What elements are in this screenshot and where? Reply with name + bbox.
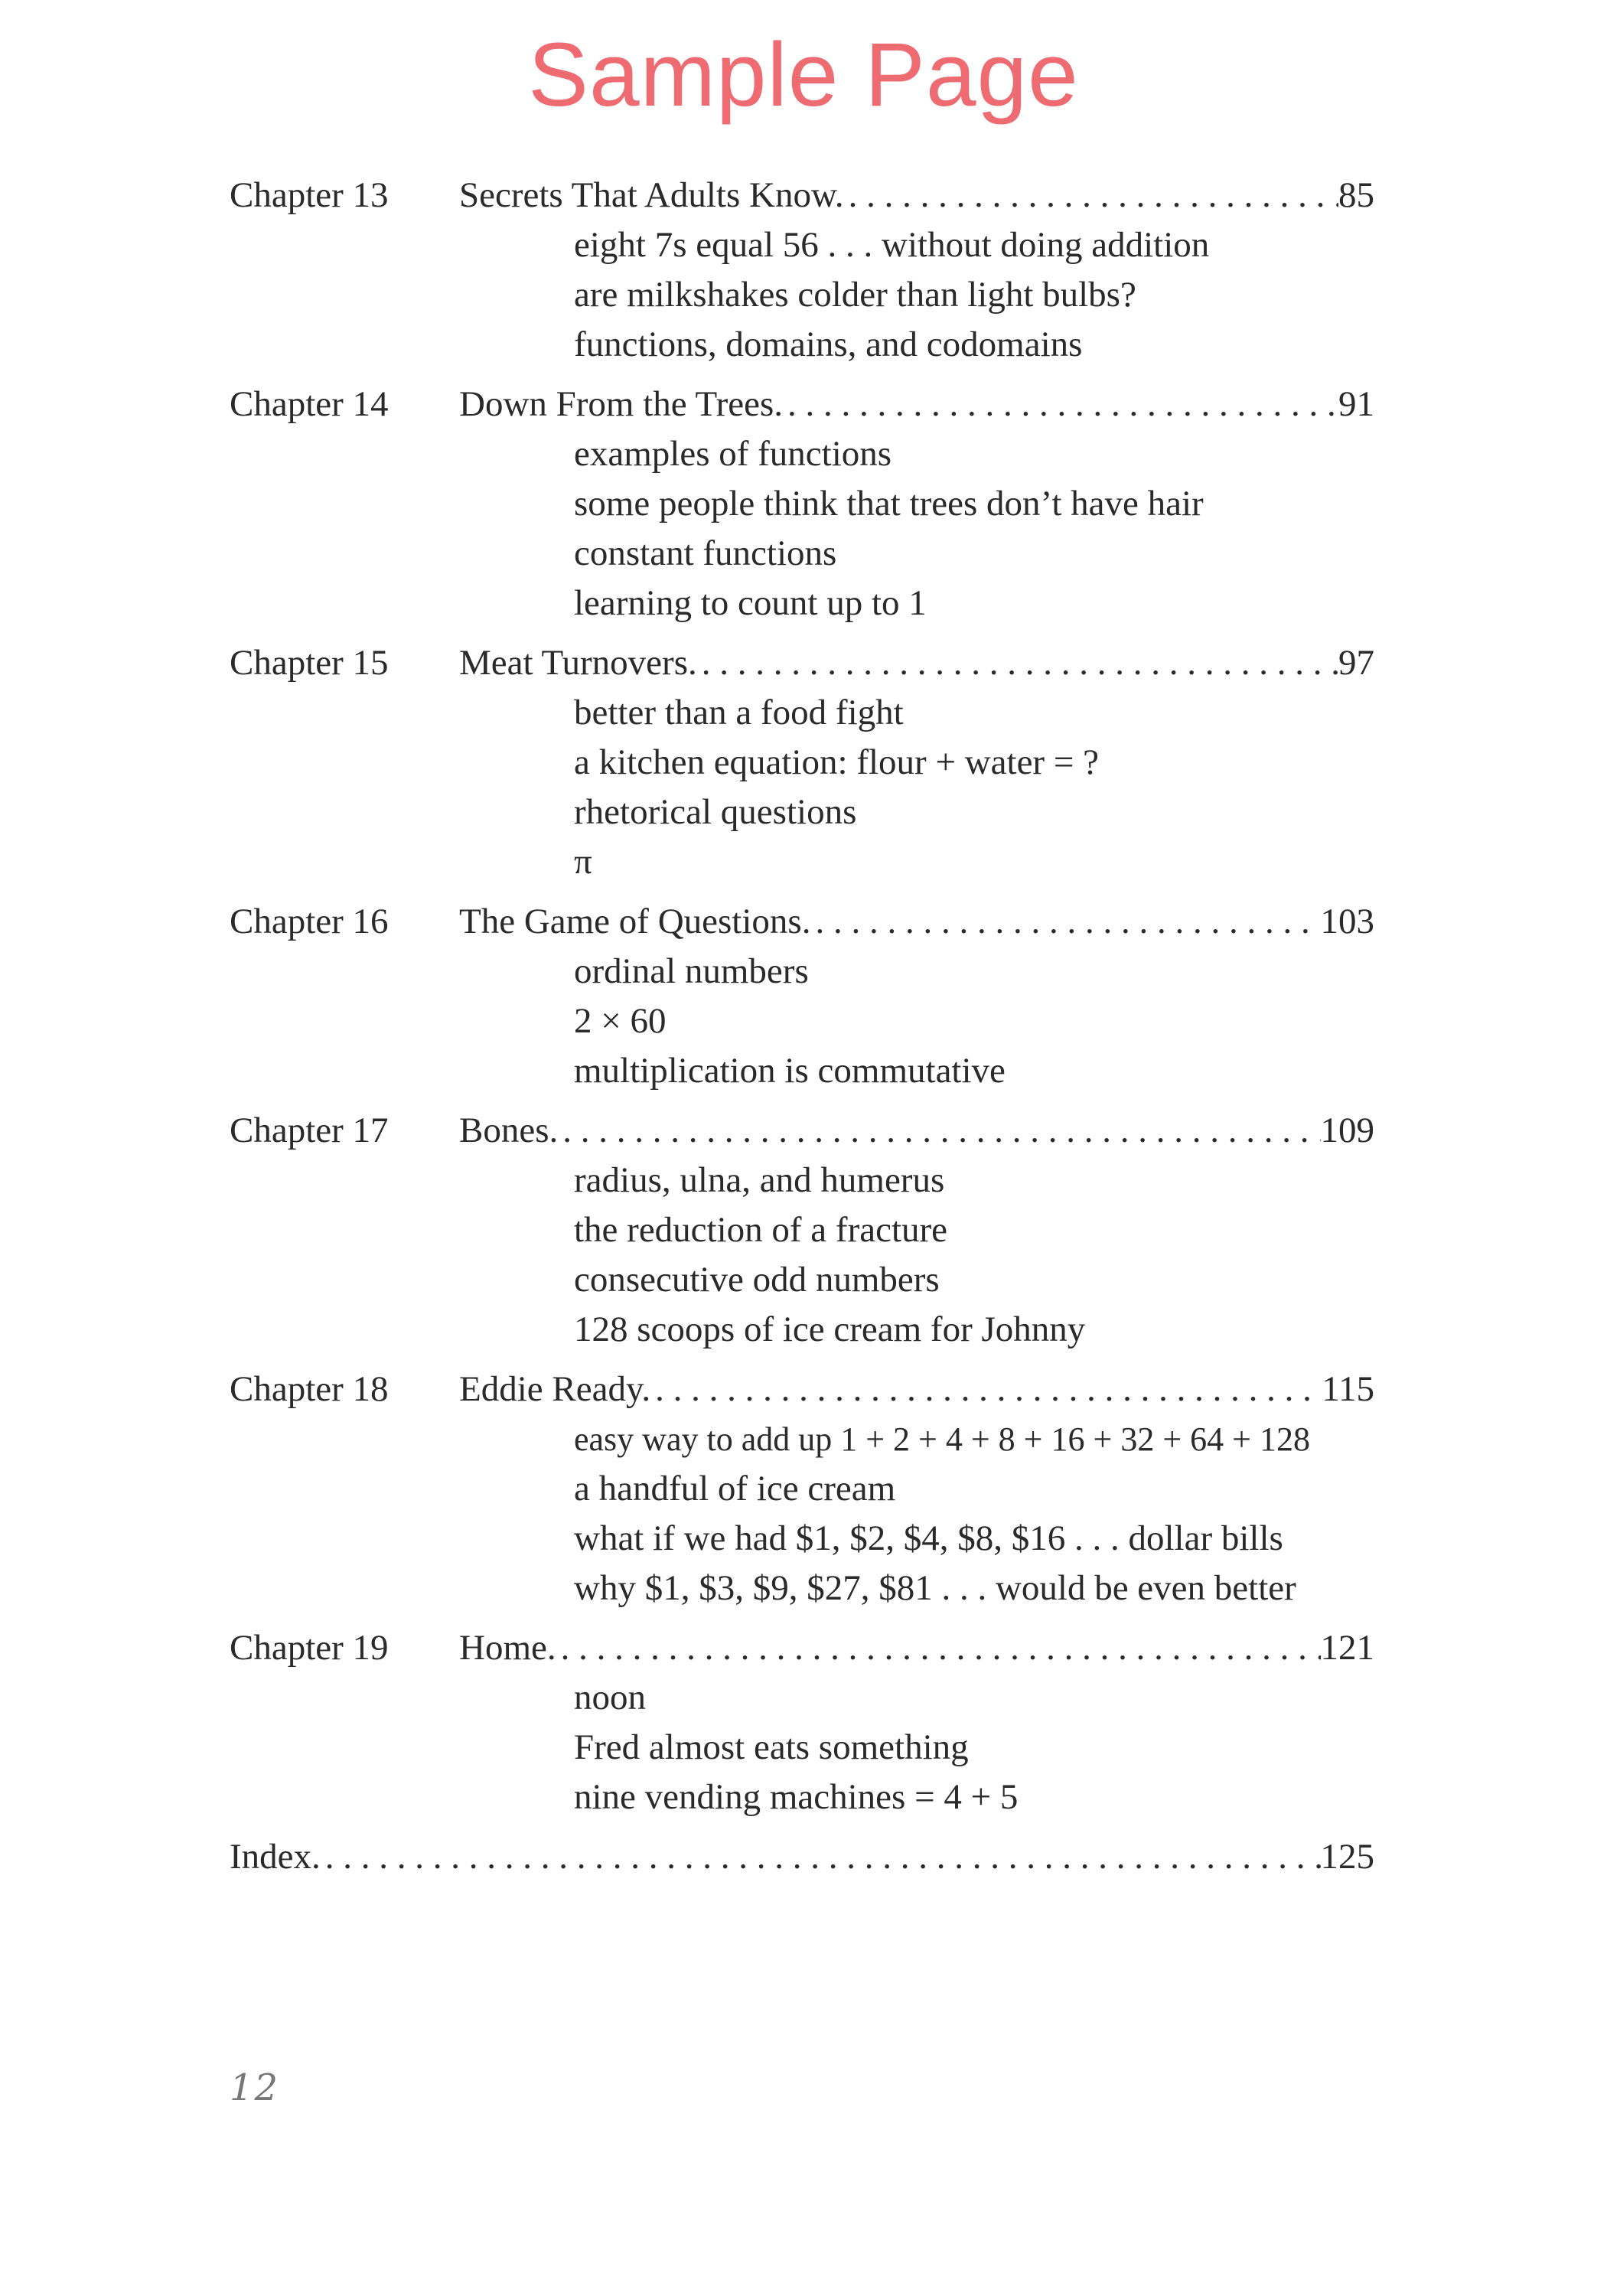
- toc-entry-chapter-16[interactable]: [230, 896, 1374, 1096]
- topic-item: ordinal numbers: [574, 951, 809, 991]
- chapter-heading: [230, 170, 1374, 220]
- dot-leader: [783, 379, 1338, 429]
- topic-item: examples of functions: [574, 434, 892, 474]
- topic-item: consecutive odd numbers: [574, 1260, 940, 1300]
- topic-item: the reduction of a fracture: [574, 1210, 948, 1250]
- toc-entry-chapter-19[interactable]: [230, 1623, 1374, 1822]
- chapter-page-number: 91: [1338, 384, 1374, 424]
- chapter-label: Chapter 17: [230, 1110, 389, 1150]
- page-number: 12: [230, 2066, 280, 2109]
- toc-entry-chapter-17[interactable]: [230, 1105, 1374, 1355]
- dot-leader: [810, 896, 1320, 947]
- topic-item: 128 scoops of ice cream for Johnny: [574, 1309, 1086, 1349]
- chapter-topics: [230, 947, 1374, 1096]
- chapter-heading: [230, 1364, 1374, 1414]
- topic-item: better than a food fight: [574, 693, 904, 732]
- topic-item: nine vending machines = 4 + 5: [574, 1777, 1019, 1817]
- topic-item: are milkshakes colder than light bulbs?: [574, 275, 1136, 315]
- chapter-topics: [230, 1156, 1374, 1355]
- topic-item: some people think that trees don’t have hair: [574, 484, 1204, 523]
- chapter-label: Chapter 13: [230, 175, 389, 215]
- dot-leader: [697, 638, 1338, 688]
- topic-item: learning to count up to 1: [574, 583, 927, 623]
- chapter-page-number: 103: [1320, 902, 1374, 941]
- chapter-topics: [230, 1673, 1374, 1822]
- topic-item: eight 7s equal 56 . . . without doing addition: [574, 225, 1210, 265]
- toc-entry-chapter-15[interactable]: [230, 638, 1374, 887]
- toc-entry-index[interactable]: [230, 1831, 1374, 1882]
- chapter-heading: [230, 638, 1374, 688]
- dot-leader: [321, 1831, 1321, 1882]
- chapter-label: Chapter 14: [230, 384, 389, 424]
- chapter-heading: [230, 896, 1374, 947]
- sample-page-watermark: Sample Page: [528, 24, 1079, 126]
- chapter-label: Chapter 19: [230, 1628, 389, 1668]
- chapter-title: Eddie Ready.: [459, 1369, 651, 1409]
- index-heading: [230, 1831, 1374, 1882]
- chapter-label: Chapter 15: [230, 643, 389, 683]
- chapter-topics: [230, 688, 1374, 887]
- chapter-title: The Game of Questions.: [459, 902, 811, 941]
- dot-leader: [844, 170, 1338, 220]
- chapter-title: Secrets That Adults Know.: [459, 175, 844, 215]
- chapter-title: Down From the Trees.: [459, 384, 784, 424]
- chapter-heading: [230, 1623, 1374, 1673]
- dot-leader: [558, 1105, 1320, 1156]
- chapter-topics: [230, 429, 1374, 628]
- dot-leader: [650, 1364, 1322, 1414]
- toc-entry-chapter-14[interactable]: [230, 379, 1374, 628]
- topic-item: functions, domains, and codomains: [574, 325, 1083, 364]
- index-page-number: 125: [1320, 1837, 1374, 1877]
- topic-item: a handful of ice cream: [574, 1469, 896, 1508]
- topic-item: noon: [574, 1678, 646, 1717]
- toc-entry-chapter-18[interactable]: [230, 1364, 1374, 1613]
- table-of-contents: [230, 170, 1374, 1891]
- chapter-page-number: 97: [1338, 643, 1374, 683]
- topic-item: a kitchen equation: flour + water = ?: [574, 742, 1099, 782]
- chapter-page-number: 121: [1320, 1628, 1374, 1668]
- index-title: Index.: [230, 1837, 321, 1877]
- chapter-label: Chapter 18: [230, 1369, 389, 1409]
- chapter-label: Chapter 16: [230, 902, 389, 941]
- topic-item: easy way to add up 1 + 2 + 4 + 8 + 16 + 32 + 64 + 128: [574, 1420, 1310, 1458]
- topic-item: radius, ulna, and humerus: [574, 1160, 945, 1200]
- chapter-title: Bones.: [459, 1110, 559, 1150]
- topic-item: multiplication is commutative: [574, 1051, 1006, 1091]
- chapter-heading: [230, 379, 1374, 429]
- topic-item: why $1, $3, $9, $27, $81 . . . would be even better: [574, 1568, 1296, 1608]
- toc-entry-chapter-13[interactable]: [230, 170, 1374, 370]
- topic-item: constant functions: [574, 533, 837, 573]
- dot-leader: [556, 1623, 1321, 1673]
- topic-item: π: [574, 842, 592, 882]
- chapter-topics: [230, 1414, 1374, 1613]
- topic-item: rhetorical questions: [574, 792, 857, 832]
- chapter-title: Home.: [459, 1628, 556, 1668]
- chapter-page-number: 109: [1320, 1110, 1374, 1150]
- topic-item: what if we had $1, $2, $4, $8, $16 . . . dollar bills: [574, 1518, 1283, 1558]
- topic-item: 2 × 60: [574, 1001, 667, 1041]
- chapter-heading: [230, 1105, 1374, 1156]
- chapter-page-number: 85: [1338, 175, 1374, 215]
- chapter-page-number: 115: [1322, 1369, 1374, 1409]
- topic-item: Fred almost eats something: [574, 1727, 969, 1767]
- chapter-topics: [230, 220, 1374, 370]
- chapter-title: Meat Turnovers.: [459, 643, 697, 683]
